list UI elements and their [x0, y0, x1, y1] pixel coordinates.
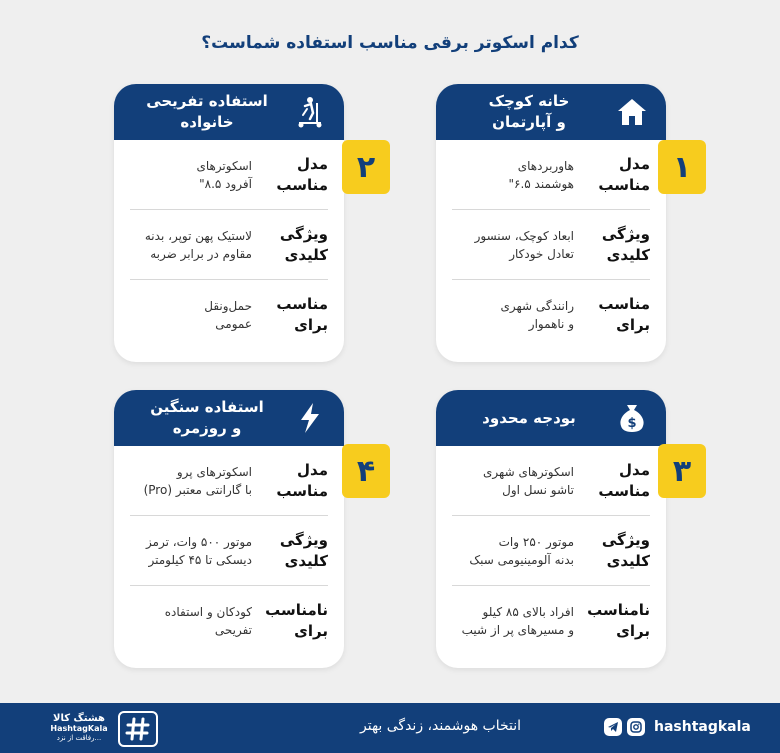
row-value: اسکوترهای پرو با گارانتی معتبر (Pro)	[143, 464, 252, 497]
row-suitable-for	[452, 280, 650, 350]
row-value: اسکوترهای آفرود ۸.۵"	[196, 158, 252, 191]
footer-bar	[0, 703, 780, 753]
house-icon	[612, 92, 652, 132]
hashtag-logo-icon[interactable]	[118, 711, 158, 747]
money-bag-icon	[612, 398, 652, 438]
footer-slogan: انتخاب هوشمند، زندگی بهتر	[360, 718, 522, 734]
row-label: ویژگی کلیدی	[279, 224, 328, 264]
row-unsuitable-for	[452, 586, 650, 656]
row-value: هاوربردهای هوشمند ۶.۵"	[508, 158, 574, 191]
row-value: موتور ۲۵۰ وات بدنه آلومینیومی سبک	[469, 534, 574, 567]
row-label: ویژگی کلیدی	[601, 224, 650, 264]
row-value: ابعاد کوچک، سنسور تعادل خودکار	[474, 228, 574, 261]
row-value: حمل‌ونقل عمومی	[204, 299, 252, 331]
row-suitable-model	[130, 446, 328, 516]
brand-tagline: رفاقت از نزد...	[56, 734, 102, 742]
row-label: ویژگی کلیدی	[279, 530, 328, 570]
page-title: کدام اسکوتر برقی مناسب استفاده شماست؟	[201, 33, 579, 53]
row-label: نامناسب برای	[587, 601, 650, 640]
row-suitable-model	[452, 140, 650, 210]
card-title: استفاده سنگین و روزمره	[150, 398, 264, 437]
card-small-home	[436, 84, 666, 362]
card-heavy-daily	[114, 390, 344, 668]
number-badge-1: ۱	[658, 140, 706, 194]
row-label: مناسب برای	[276, 295, 328, 334]
row-value: موتور ۵۰۰ وات، ترمز دیسکی تا ۴۵ کیلومتر	[145, 534, 252, 567]
row-unsuitable-for	[130, 586, 328, 656]
row-key-feature	[130, 516, 328, 586]
row-label: مناسب برای	[598, 295, 650, 334]
row-value: رانندگی شهری و ناهموار	[500, 299, 574, 331]
card-title: بودجه محدود	[482, 408, 576, 427]
row-label: مدل مناسب	[598, 460, 650, 500]
row-value: افراد بالای ۸۵ کیلو و مسیرهای پر از شیب	[461, 605, 574, 637]
row-label: نامناسب برای	[265, 601, 328, 640]
social-links	[604, 718, 751, 736]
scooter-icon	[290, 92, 330, 132]
row-label: مدل مناسب	[276, 460, 328, 500]
card-header	[114, 84, 344, 140]
card-header	[436, 84, 666, 140]
row-key-feature	[452, 516, 650, 586]
row-key-feature	[452, 210, 650, 280]
card-header	[114, 390, 344, 446]
row-suitable-model	[130, 140, 328, 210]
row-suitable-model	[452, 446, 650, 516]
number-badge-3: ۳	[658, 444, 706, 498]
social-handle[interactable]: hashtagkala	[654, 719, 751, 735]
row-value: لاستیک پهن توپر، بدنه مقاوم در برابر ضربه	[144, 228, 252, 261]
number-badge-4: ۴	[342, 444, 390, 498]
row-label: ویژگی کلیدی	[601, 530, 650, 570]
svg-text:$: $	[627, 416, 637, 431]
card-header	[436, 390, 666, 446]
number-badge-2: ۲	[342, 140, 390, 194]
card-limited-budget	[436, 390, 666, 668]
brand-name-en: HashtagKala	[50, 724, 108, 733]
card-title: استفاده تفریحی خانواده	[146, 92, 268, 131]
lightning-icon	[290, 398, 330, 438]
brand-wordmark	[46, 713, 112, 743]
telegram-icon[interactable]	[604, 718, 622, 736]
brand-name-fa: هشتگ کالا	[53, 713, 105, 724]
row-key-feature	[130, 210, 328, 280]
row-value: اسکوترهای شهری تاشو نسل اول	[483, 464, 574, 497]
row-label: مدل مناسب	[276, 154, 328, 194]
row-suitable-for	[130, 280, 328, 350]
card-family-leisure	[114, 84, 344, 362]
row-value: کودکان و استفاده تفریحی	[164, 605, 252, 637]
instagram-icon[interactable]	[627, 718, 645, 736]
row-label: مدل مناسب	[598, 154, 650, 194]
card-title: خانه کوچک و آپارتمان	[488, 92, 570, 131]
